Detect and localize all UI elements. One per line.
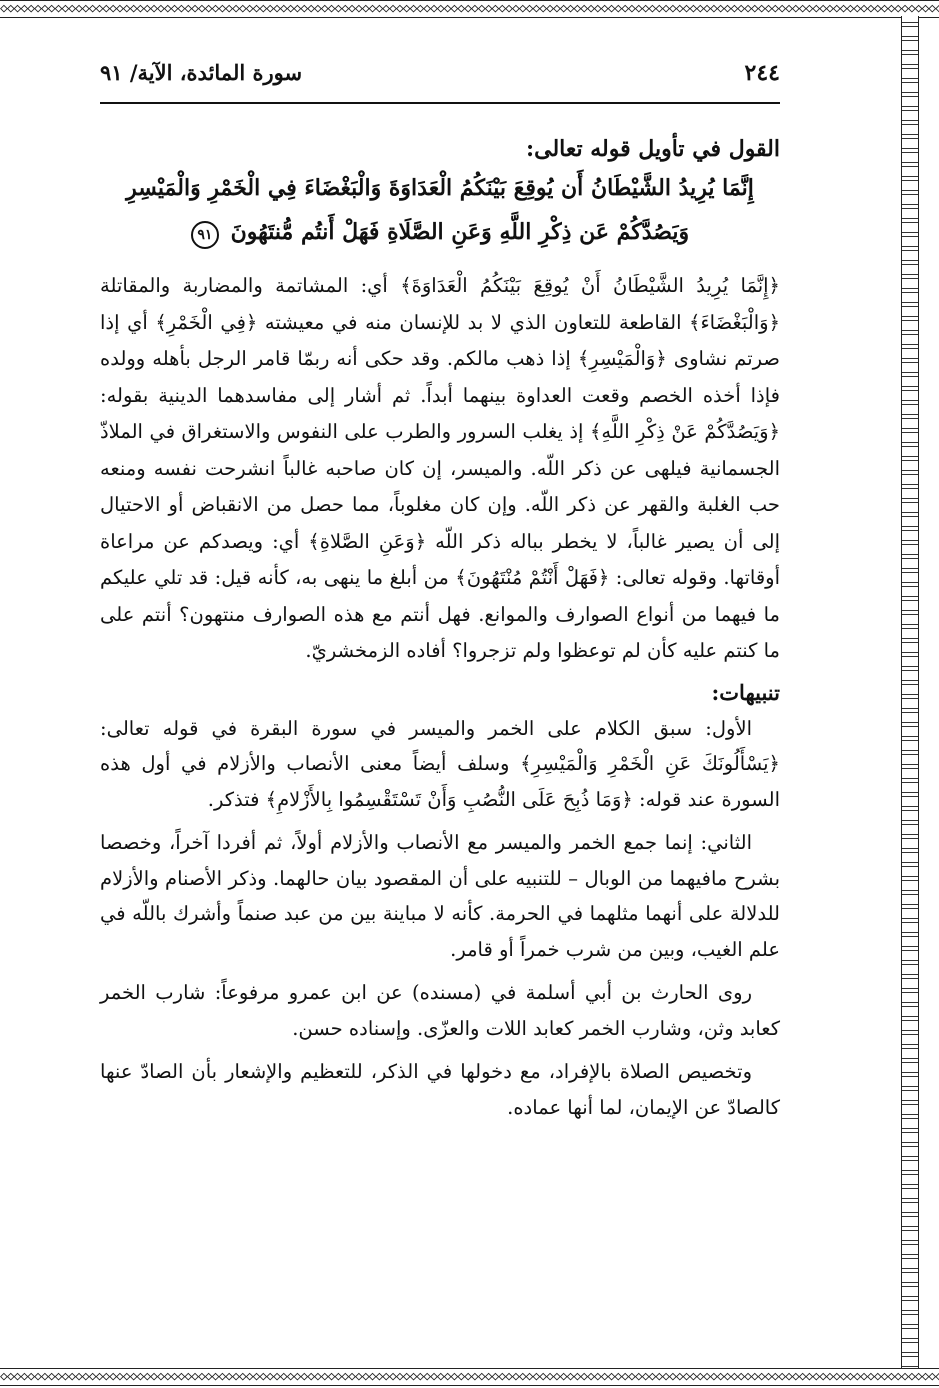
page-border-right	[901, 16, 919, 1368]
note-paragraph-3: روى الحارث بن أبي أسلمة في (مسنده) عن ابن عمرو مرفوعاً: شارب الخمر كعابد وثن، وشارب الخمر كعابد اللات والعزّى. وإسناده حسن.	[100, 981, 780, 1040]
quran-line-1: إِنَّمَا يُرِيدُ الشَّيْطَانُ أَن يُوقِعَ بَيْنَكُمُ الْعَدَاوَةَ وَالْبَغْضَاءَ فِي الْخَمْرِ وَالْمَيْسِرِ	[126, 175, 754, 201]
note-paragraph-4: وتخصيص الصلاة بالإفراد، مع دخولها في الذكر، للتعظيم والإشعار بأن الصادّ عنها كالصادّ عن الإيمان، لما أنها عماده.	[100, 1060, 780, 1119]
running-title: سورة المائدة، الآية/ ٩١	[100, 60, 303, 85]
book-page	[100, 60, 780, 1133]
quran-line-2-text: وَيَصُدَّكُمْ عَن ذِكْرِ اللَّهِ وَعَنِ الصَّلَاةِ فَهَلْ أَنتُم مُّنتَهُونَ	[230, 219, 690, 245]
ayah-number-marker: ٩١	[191, 221, 219, 249]
page-header	[100, 60, 780, 104]
note-paragraph-2: الثاني: إنما جمع الخمر والميسر مع الأنصاب والأزلام أولاً، ثم أفردا آخراً، وخصصا بشرح مافيهما من الوبال – للتنبيه على أن المقصود بيان حالهما. وذكر الأصنام والأزلام للدلالة على أنهما مثلهما في الحرمة. كأنه لا مباينة بين من عبد صنماً وأشرك باللّه في علم الغيب، وبين من شرب خمراً أو قامر.	[100, 831, 780, 961]
page-border-top	[0, 0, 939, 18]
page-number: ٢٤٤	[744, 60, 780, 86]
quran-line-2	[100, 210, 780, 254]
section-heading: القول في تأويل قوله تعالى:	[526, 136, 780, 162]
notes-heading: تنبيهات:	[711, 679, 780, 705]
note-paragraph-1: الأول: سبق الكلام على الخمر والميسر في سورة البقرة في قوله تعالى: ﴿يَسْأَلُونَكَ عَنِ الْخَمْرِ وَالْمَيْسِرِ﴾ وسلف أيضاً معنى الأنصاب والأزلام في أول هذه السورة عند قوله: ﴿وَمَا ذُبِحَ عَلَى النُّصُبِ وَأَنْ تَسْتَقْسِمُوا بِالأَزْلامِ﴾ فتذكر.	[100, 716, 780, 811]
quran-verse-block	[100, 166, 780, 254]
page-border-bottom	[0, 1368, 939, 1386]
commentary-paragraph: ﴿إِنَّمَا يُرِيدُ الشَّيْطَانُ أَنْ يُوقِعَ بَيْنَكُمُ الْعَدَاوَةَ﴾ أي: المشاتمة والمضاربة والمقاتلة ﴿وَالْبَغْضَاءَ﴾ القاطعة للتعاون الذي لا بد للإنسان منه في معيشته ﴿فِي الْخَمْرِ﴾ أي إذا صرتم نشاوى ﴿وَالْمَيْسِرِ﴾ إذا ذهب مالكم. وقد حكى أنه ربمّا قامر الرجل بأهله وولده فإذا أخذه الخصم وقعت العداوة بينهما أبداً. ثم أشار إلى مفاسدهما الدينية بقوله: ﴿وَيَصُدَّكُمْ عَنْ ذِكْرِ اللَّهِ﴾ إذ يغلب السرور والطرب على النفوس والاستغراق في الملاذّ الجسمانية فيلهى عن ذكر اللّه. والميسر، إن كان صاحبه غالباً انشرحت نفسه ومنعه حب الغلبة والقهر عن ذكر اللّه. وإن كان مغلوباً، مما حصل من الانقباض أو الاحتيال إلى أن يصير غالباً، لا يخطر بباله ذكر اللّه ﴿وَعَنِ الصَّلاةِ﴾ أي: ويصدكم عن مراعاة أوقاتها. وقوله تعالى: ﴿فَهَلْ أَنْتُمْ مُنْتَهُونَ﴾ من أبلغ ما ينهى به، كأنه قيل: قد تلي عليكم ما فيهما من أنواع الصوارف والموانع. فهل أنتم مع هذه الصوارف منتهون؟ أنتم على ما كنتم عليه كأن لم توعظوا ولم تزجروا؟ أفاده الزمخشريّ.	[100, 274, 780, 662]
